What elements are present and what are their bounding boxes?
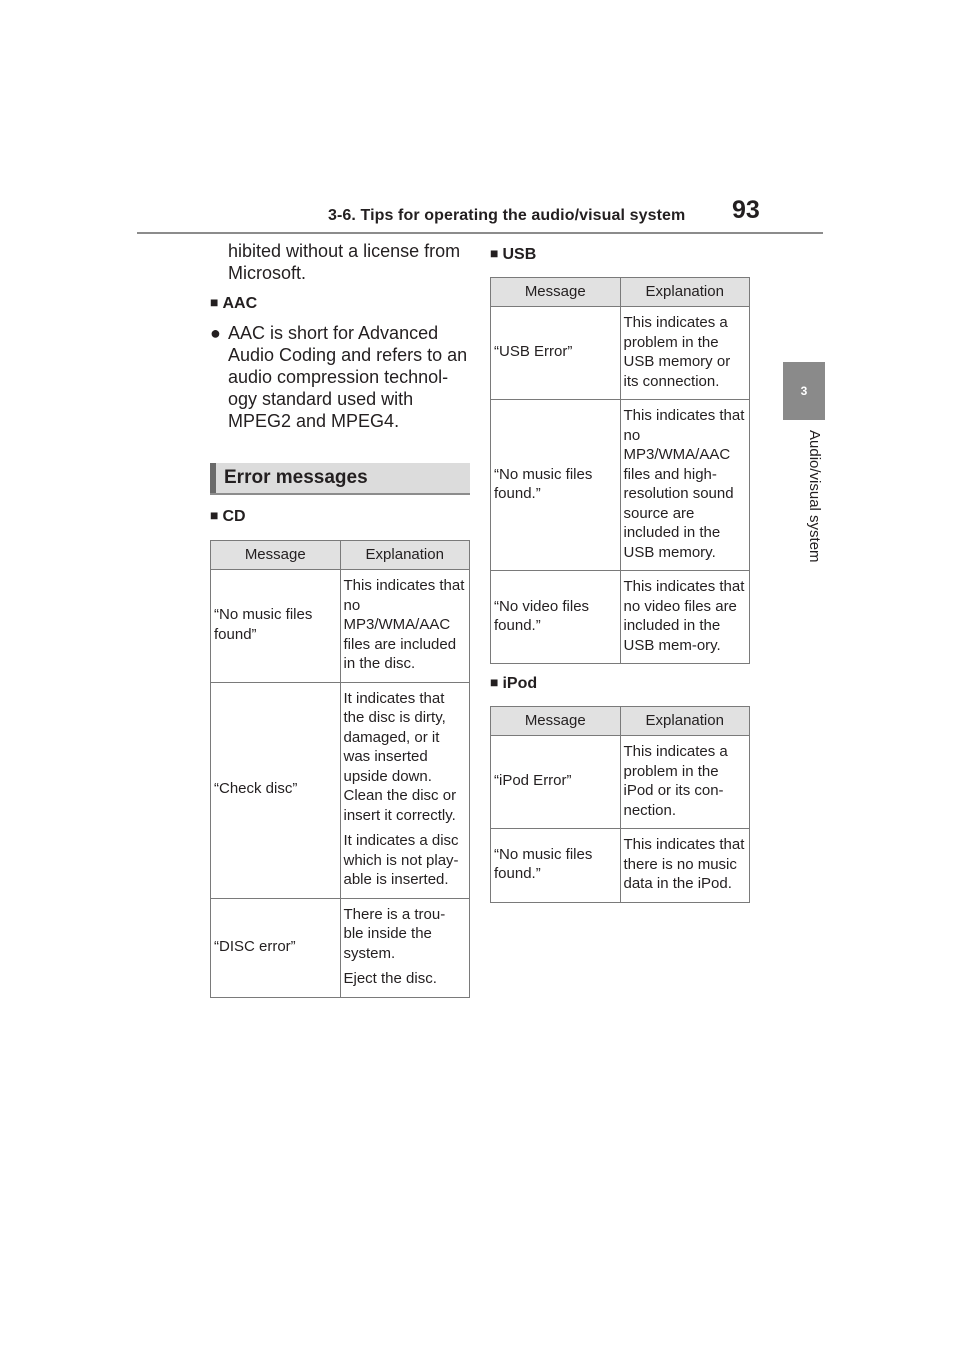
usb-error-table	[490, 277, 750, 664]
right-column	[490, 240, 752, 903]
explanation-text: It indicates that the disc is dirty, damaged, or it was inserted upside down. Clean the disc or insert it correctly.	[343, 689, 457, 824]
square-bullet-icon: ■	[490, 245, 499, 261]
explanation-cell	[620, 307, 750, 400]
square-bullet-icon: ■	[210, 507, 219, 523]
explanation-cell	[620, 400, 750, 571]
message-column-header: Message	[491, 278, 621, 307]
message-cell: “No video files found.”	[491, 571, 621, 664]
error-messages-title: Error messages	[224, 467, 368, 488]
explanation-cell	[340, 570, 470, 683]
chapter-number: 3	[800, 384, 808, 398]
message-cell: “No music files found”	[211, 570, 341, 683]
explanation-text: This indicates that no MP3/WMA/AAC files and high-resolution sound source are included in the USB memory.	[623, 407, 745, 561]
explanation-cell	[620, 829, 750, 903]
ipod-heading	[490, 674, 752, 693]
table-row	[491, 829, 750, 903]
message-cell: “DISC error”	[211, 898, 341, 997]
ipod-heading-label: iPod	[502, 675, 538, 692]
aac-bullet	[210, 322, 470, 432]
explanation-text: This indicates a problem in the iPod or its con-nection.	[623, 743, 728, 819]
explanation-cell	[340, 898, 470, 997]
table-row	[491, 307, 750, 400]
message-cell: “USB Error”	[491, 307, 621, 400]
table-header-row	[491, 278, 750, 307]
round-bullet-icon: ●	[210, 323, 221, 343]
table-row	[211, 898, 470, 997]
explanation-text: This indicates that there is no music data in the iPod.	[623, 836, 745, 892]
message-column-header: Message	[491, 707, 621, 736]
message-cell: “Check disc”	[211, 682, 341, 898]
intro-continuation: hibited without a license from Microsoft.	[228, 241, 461, 283]
explanation-text: It indicates a disc which is not play-able is inserted.	[343, 832, 459, 888]
explanation-cell	[620, 571, 750, 664]
ipod-error-table	[490, 706, 750, 903]
aac-bullet-text: AAC is short for Advanced Audio Coding and refers to an audio compression technol-ogy standard used with MPEG2 and MPEG4.	[228, 323, 468, 431]
explanation-text: This indicates that no MP3/WMA/AAC files are included in the disc.	[343, 577, 465, 672]
table-row	[491, 736, 750, 829]
explanation-column-header: Explanation	[340, 541, 470, 570]
table-row	[211, 682, 470, 898]
cd-error-table	[210, 540, 470, 998]
explanation-text: This indicates that no video files are included in the USB mem-ory.	[623, 578, 745, 654]
message-cell: “No music files found.”	[491, 829, 621, 903]
left-column	[210, 240, 470, 998]
table-header-row	[211, 541, 470, 570]
message-column-header: Message	[211, 541, 341, 570]
square-bullet-icon: ■	[490, 674, 499, 690]
header-divider	[137, 232, 823, 234]
aac-heading	[210, 294, 470, 313]
explanation-text: There is a trou-ble inside the system.	[343, 905, 446, 962]
message-cell: “iPod Error”	[491, 736, 621, 829]
explanation-text: Eject the disc.	[343, 970, 437, 987]
explanation-column-header: Explanation	[620, 278, 750, 307]
table-header-row	[491, 707, 750, 736]
chapter-section-label: Audio/visual system	[806, 430, 823, 563]
explanation-cell	[340, 682, 470, 898]
page-number: 93	[732, 196, 760, 224]
table-row	[491, 571, 750, 664]
explanation-cell	[620, 736, 750, 829]
explanation-text: This indicates a problem in the USB memory or its connection.	[623, 314, 731, 390]
cd-heading-label: CD	[222, 508, 246, 525]
section-header-title: 3-6. Tips for operating the audio/visual system	[328, 207, 686, 224]
table-row	[491, 400, 750, 571]
usb-heading-label: USB	[502, 246, 537, 263]
aac-heading-label: AAC	[222, 295, 258, 312]
chapter-tab	[783, 362, 825, 420]
usb-heading	[490, 245, 752, 264]
explanation-column-header: Explanation	[620, 707, 750, 736]
cd-heading	[210, 507, 470, 526]
table-row	[211, 570, 470, 683]
square-bullet-icon: ■	[210, 294, 219, 310]
message-cell: “No music files found.”	[491, 400, 621, 571]
error-messages-banner	[210, 463, 470, 495]
